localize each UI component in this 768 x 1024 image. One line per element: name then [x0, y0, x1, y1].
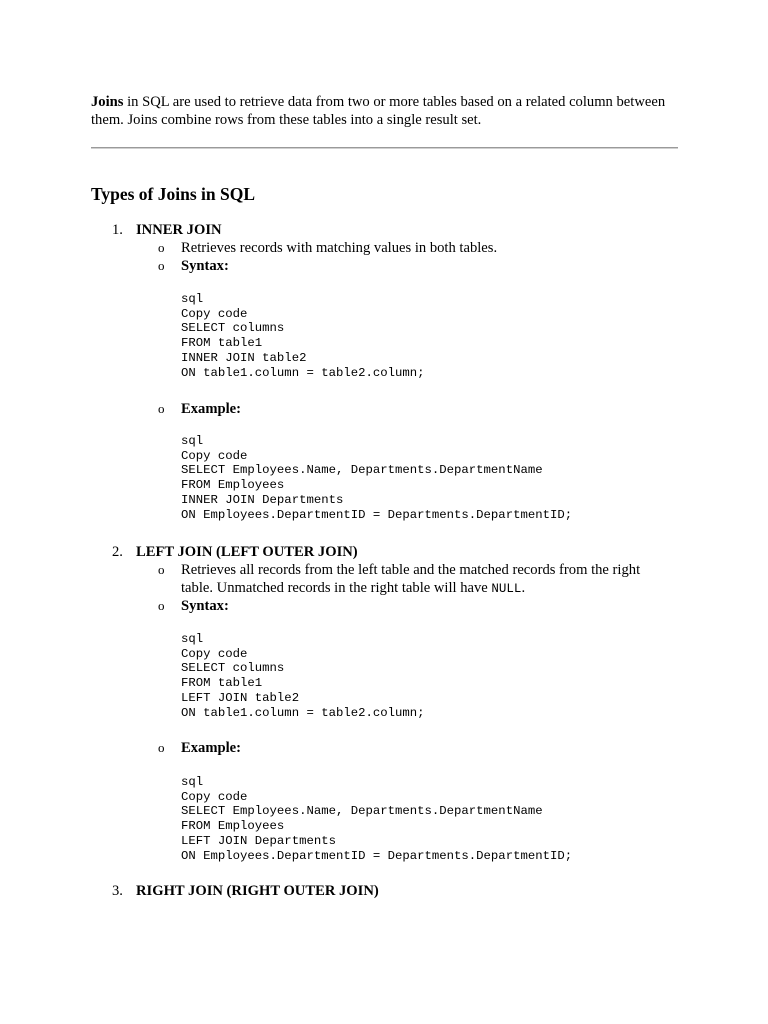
code-line: ON table1.column = table2.column;	[181, 365, 425, 380]
code-line: ON Employees.DepartmentID = Departments.DepartmentID;	[181, 507, 573, 522]
description-text: Retrieves all records from the left table and the matched records from the right table. Unmatched records in the right table will have	[181, 562, 641, 596]
code-line: Copy code	[181, 448, 248, 463]
code-line: FROM table1	[181, 336, 263, 351]
inner-join-syntax-code	[181, 292, 425, 380]
left-join-description	[158, 561, 668, 598]
code-line: Copy code	[181, 306, 248, 321]
code-line: SELECT columns	[181, 321, 285, 336]
null-keyword: NULL	[491, 582, 522, 596]
description-text: Retrieves records with matching values in both tables.	[181, 240, 498, 256]
list-number: 2.	[112, 544, 123, 560]
bullet-icon: o	[158, 562, 165, 577]
join-title: INNER JOIN	[136, 222, 222, 238]
inner-join-example-item	[158, 400, 668, 418]
description-end: .	[521, 580, 526, 596]
code-line: LEFT JOIN Departments	[181, 833, 336, 848]
code-line: INNER JOIN Departments	[181, 492, 344, 507]
bullet-icon: o	[158, 240, 165, 255]
left-join-example-code	[181, 775, 572, 863]
syntax-label: Syntax:	[181, 258, 229, 274]
code-line: FROM Employees	[181, 478, 285, 493]
inner-join-syntax-item	[158, 257, 668, 275]
inner-join-example-code	[181, 434, 572, 522]
code-line: sql	[181, 434, 204, 448]
code-line: SELECT Employees.Name, Departments.DepartmentName	[181, 463, 543, 478]
code-line: sql	[181, 775, 204, 789]
code-line: INNER JOIN table2	[181, 350, 307, 365]
list-item-left-join	[112, 543, 358, 561]
syntax-label: Syntax:	[181, 598, 229, 614]
example-label: Example:	[181, 401, 241, 417]
inner-join-description	[158, 239, 668, 257]
code-line: SELECT columns	[181, 661, 285, 676]
bullet-icon: o	[158, 401, 165, 416]
list-item-inner-join	[112, 221, 222, 239]
code-line: Copy code	[181, 646, 248, 661]
example-label: Example:	[181, 740, 241, 756]
bullet-icon: o	[158, 258, 165, 273]
code-line: FROM table1	[181, 676, 263, 691]
code-line: ON Employees.DepartmentID = Departments.DepartmentID;	[181, 848, 573, 863]
intro-bold-term: Joins	[91, 94, 124, 110]
code-line: FROM Employees	[181, 819, 285, 834]
bullet-icon: o	[158, 740, 165, 755]
join-title: LEFT JOIN (LEFT OUTER JOIN)	[136, 544, 358, 560]
code-line: Copy code	[181, 789, 248, 804]
code-line: sql	[181, 632, 204, 646]
horizontal-rule	[91, 147, 678, 149]
left-join-syntax-code	[181, 632, 425, 720]
left-join-syntax-item	[158, 597, 668, 615]
list-number: 1.	[112, 222, 123, 238]
join-title: RIGHT JOIN (RIGHT OUTER JOIN)	[136, 883, 379, 899]
code-line: sql	[181, 292, 204, 306]
bullet-icon: o	[158, 598, 165, 613]
code-line: SELECT Employees.Name, Departments.DepartmentName	[181, 804, 543, 819]
section-heading: Types of Joins in SQL	[91, 184, 256, 204]
list-item-right-join	[112, 882, 379, 900]
code-line: ON table1.column = table2.column;	[181, 705, 425, 720]
list-number: 3.	[112, 883, 123, 899]
left-join-example-item	[158, 739, 668, 757]
code-line: LEFT JOIN table2	[181, 690, 300, 705]
intro-paragraph	[91, 93, 681, 129]
intro-text: in SQL are used to retrieve data from two or more tables based on a related column between them. Joins combine rows from these tables into a single result set.	[91, 94, 666, 128]
